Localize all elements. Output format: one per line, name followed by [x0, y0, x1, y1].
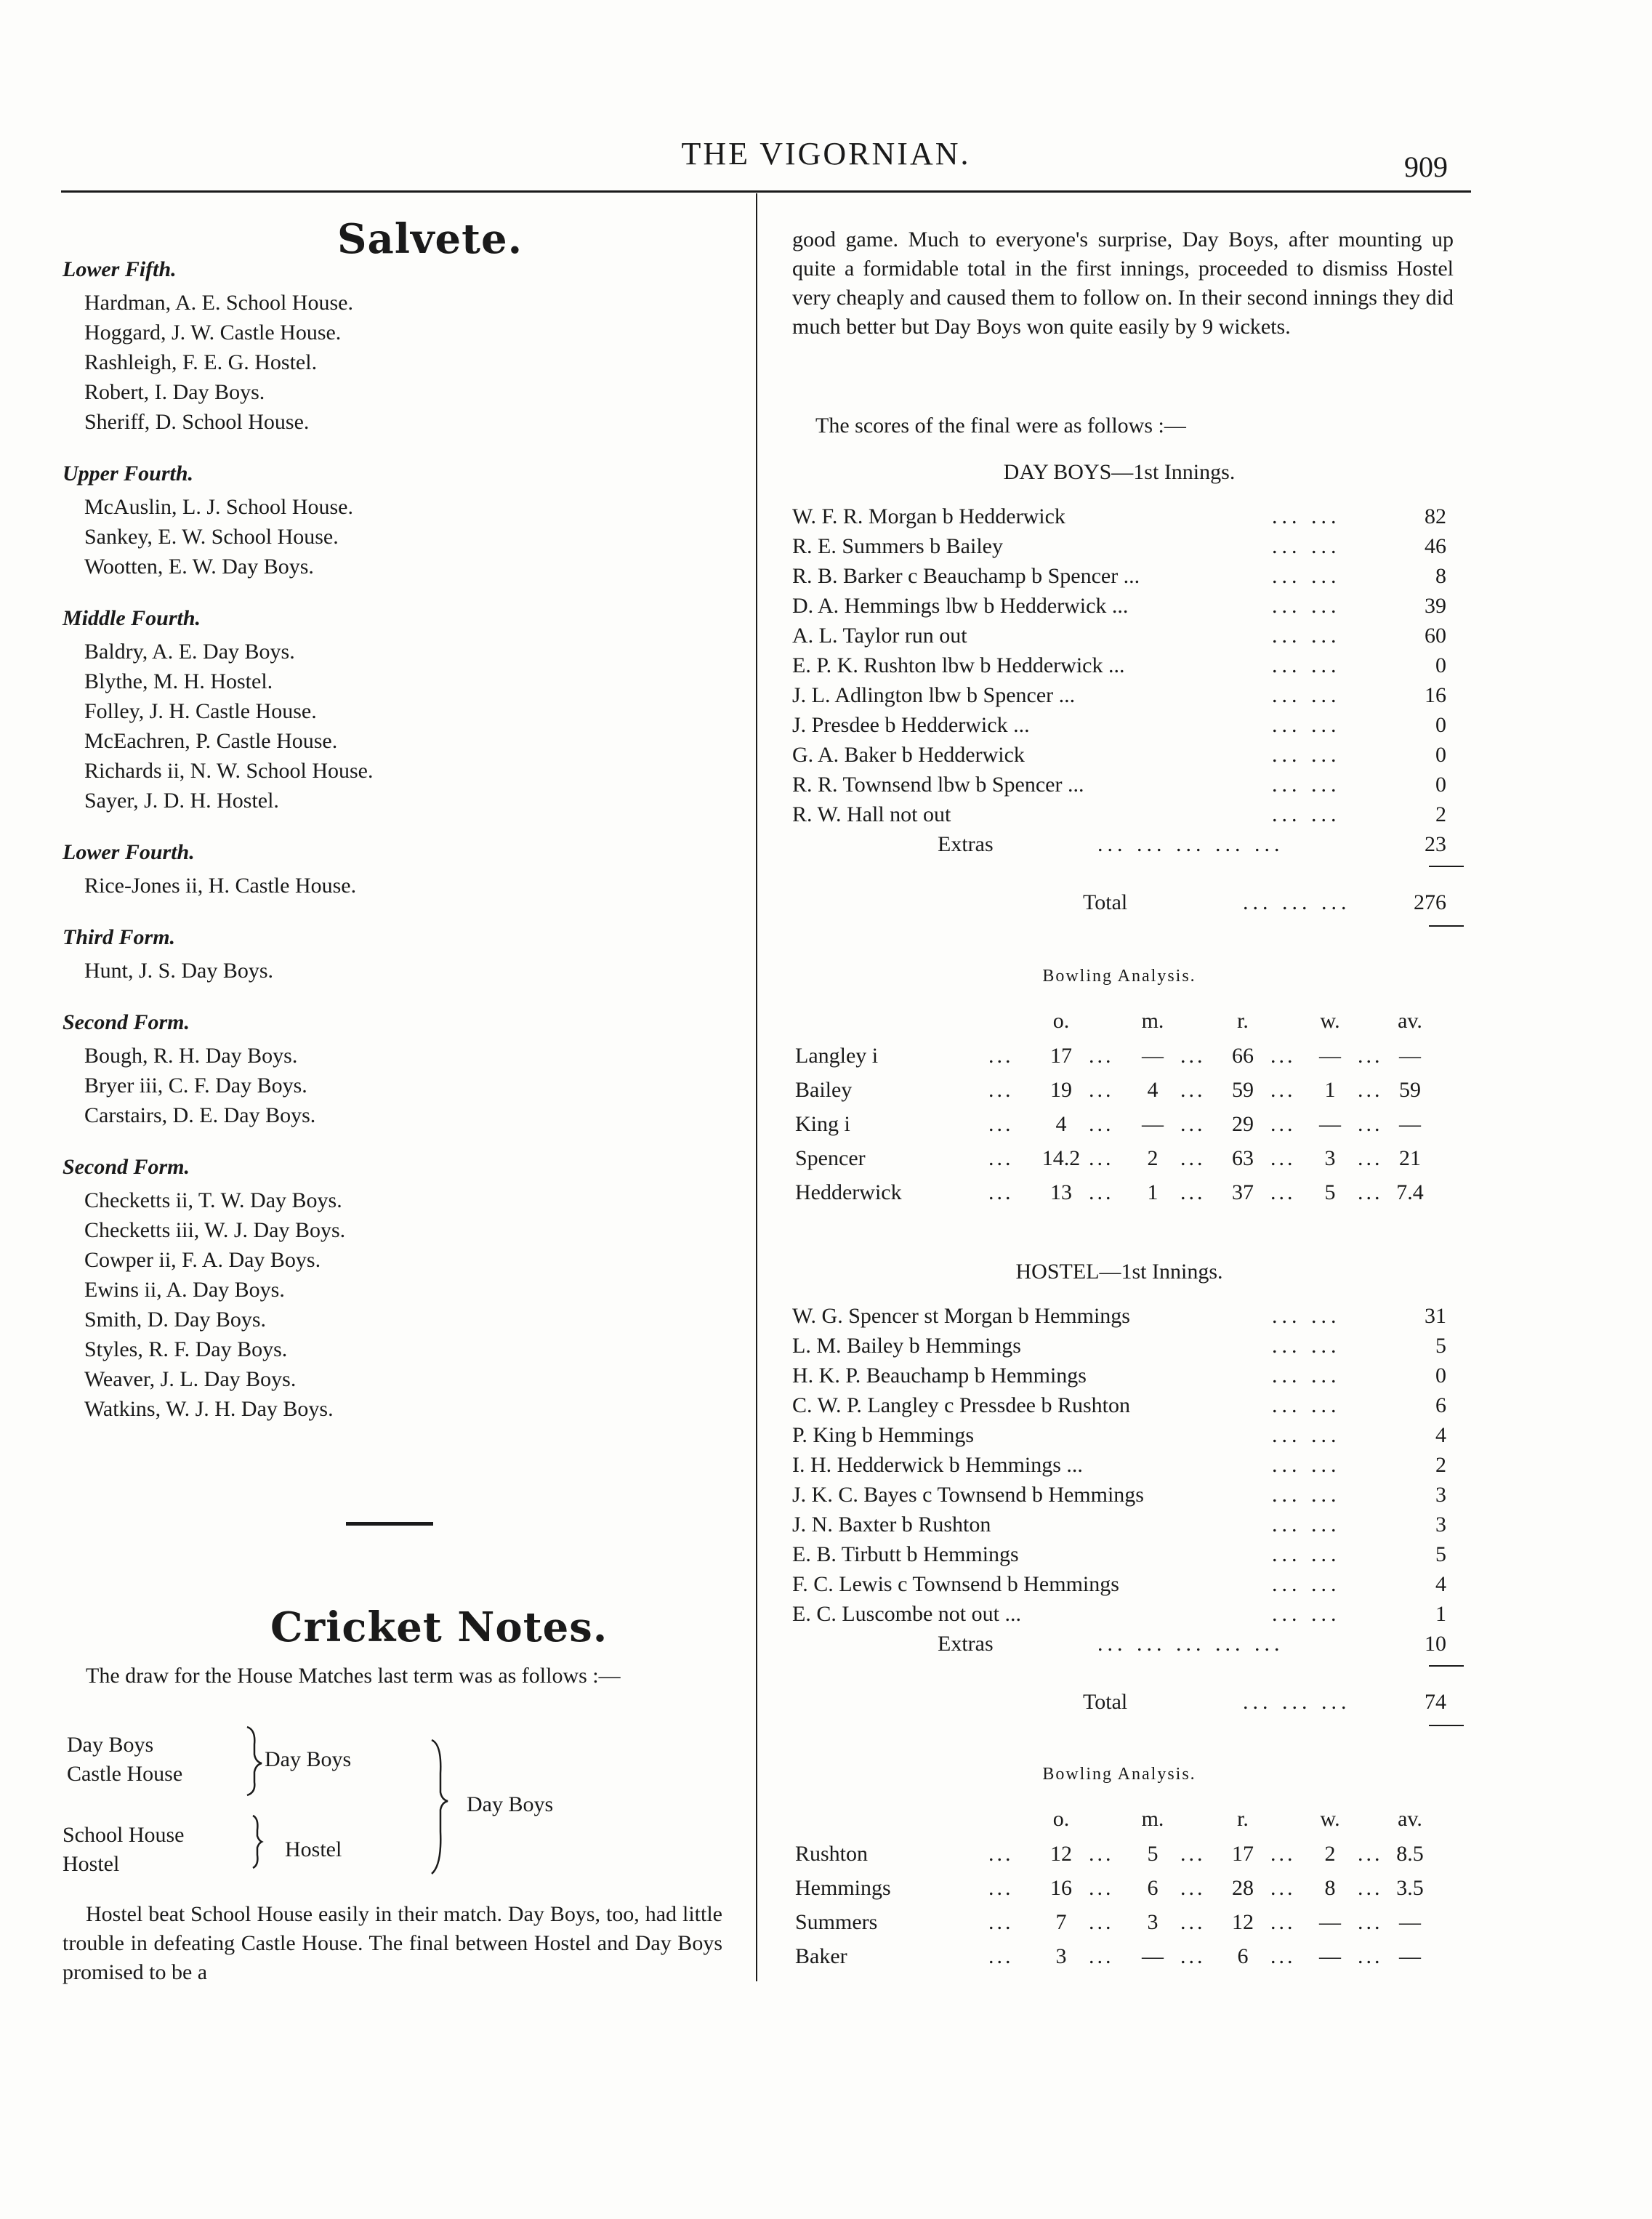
leader-dots: ... ...: [1272, 1304, 1341, 1328]
batting-row: [792, 683, 1446, 712]
leader-dots: ...: [1180, 1146, 1206, 1170]
batsman-name: J. L. Adlington lbw b Spencer ...: [792, 683, 1076, 707]
runs-value: 0: [1435, 743, 1446, 767]
bowling-r-value: 6: [1237, 1944, 1249, 1968]
bowling-m-value: 2: [1147, 1146, 1159, 1170]
batsman-name: R. R. Townsend lbw b Spencer ...: [792, 773, 1084, 797]
pupil-entry: Sayer, J. D. H. Hostel.: [84, 789, 279, 813]
leader-dots: ... ...: [1272, 1364, 1341, 1388]
batsman-name: R. W. Hall not out: [792, 802, 951, 826]
batsman-name: R. B. Barker c Beauchamp b Spencer ...: [792, 564, 1140, 588]
pupil-entry: Hoggard, J. W. Castle House.: [84, 321, 342, 345]
batting-row: [792, 802, 1446, 831]
leader-dots: ...: [1270, 1944, 1296, 1968]
bowling-o-value: 3: [1055, 1944, 1067, 1968]
total-value: 276: [1414, 890, 1446, 914]
batting-row: [792, 1572, 1446, 1601]
bowling-r-value: 12: [1232, 1910, 1254, 1934]
leader-dots: ...: [1358, 1112, 1383, 1136]
pupil-entry: Bryer iii, C. F. Day Boys.: [84, 1074, 307, 1098]
cricket-paragraph-2: good game. Much to everyone's surprise, Day Boys, after mounting up quite a formidable total in the first innings, proceeded to dismiss Hostel very cheaply and caused them to follow on. In their second innings they did much better but Day Boys won quite easily by 9 wickets.: [792, 227, 1454, 339]
leader-dots: ... ...: [1272, 504, 1341, 528]
bowling-r-value: 28: [1232, 1876, 1254, 1900]
batting-row: [792, 624, 1446, 653]
runs-value: 39: [1425, 594, 1446, 618]
batting-row: [792, 1542, 1446, 1571]
runs-value: 2: [1435, 1453, 1446, 1477]
leader-dots: ... ...: [1272, 713, 1341, 737]
bracket-final-winner: Day Boys: [467, 1792, 554, 1816]
pupil-entry: Weaver, J. L. Day Boys.: [84, 1367, 297, 1391]
bowling-column-header: r.: [1237, 1807, 1249, 1831]
leader-dots: ...: [988, 1842, 1014, 1866]
bowler-name: Bailey: [795, 1078, 853, 1102]
page-number: 909: [1404, 150, 1448, 183]
bowler-name: Summers: [795, 1910, 878, 1934]
pupil-entry: Watkins, W. J. H. Day Boys.: [84, 1397, 334, 1421]
pupil-entry: McEachren, P. Castle House.: [84, 729, 338, 753]
leader-dots: ... ...: [1272, 564, 1341, 588]
bowling-column-header: m.: [1141, 1009, 1164, 1033]
batting-row: [792, 653, 1446, 682]
total-rule: [1429, 866, 1464, 867]
bowling-o-value: 12: [1050, 1842, 1072, 1866]
bowling-w-value: 3: [1324, 1146, 1336, 1170]
leader-dots: ... ...: [1272, 802, 1341, 826]
pupil-entry: Rashleigh, F. E. G. Hostel.: [84, 350, 318, 374]
runs-value: 46: [1425, 534, 1446, 558]
leader-dots: ...: [1270, 1078, 1296, 1102]
leader-dots: ...: [1089, 1078, 1114, 1102]
bowling-av-value: —: [1399, 1044, 1421, 1068]
bowler-name: Hemmings: [795, 1876, 891, 1900]
batting-row: [792, 1304, 1446, 1333]
bowling-column-header: av.: [1398, 1009, 1422, 1033]
batting-row: [792, 594, 1446, 623]
leader-dots: ...: [1089, 1044, 1114, 1068]
leader-dots: ...: [1358, 1180, 1383, 1204]
bowling-column-header: av.: [1398, 1807, 1422, 1831]
leader-dots: ...: [1358, 1078, 1383, 1102]
batsman-name: A. L. Taylor run out: [792, 624, 967, 648]
leader-dots: ...: [1089, 1876, 1114, 1900]
bowling-column-header: r.: [1237, 1009, 1249, 1033]
bowling-m-value: 5: [1147, 1842, 1159, 1866]
extras-row: [792, 1632, 1446, 1661]
leader-dots: ... ... ... ... ...: [1097, 1632, 1284, 1656]
runs-value: 4: [1435, 1423, 1446, 1447]
leader-dots: ...: [1270, 1044, 1296, 1068]
cricket-paragraph-1: Hostel beat School House easily in their match. Day Boys, too, had little trouble in defeating Castle House. The final between Hostel and Day Boys promised to be a: [63, 1902, 722, 1984]
total-rule: [1429, 1725, 1464, 1726]
bowling-av-value: 8.5: [1396, 1842, 1424, 1866]
leader-dots: ...: [1180, 1842, 1206, 1866]
form-heading: Lower Fourth.: [63, 840, 195, 864]
runs-value: 0: [1435, 653, 1446, 677]
bowling-av-value: 21: [1399, 1146, 1421, 1170]
leader-dots: ...: [1180, 1910, 1206, 1934]
leader-dots: ...: [988, 1944, 1014, 1968]
batting-row: [792, 1513, 1446, 1542]
bowling-analysis-heading: Bowling Analysis.: [1042, 967, 1196, 986]
runs-value: 3: [1435, 1513, 1446, 1537]
batsman-name: F. C. Lewis c Townsend b Hemmings: [792, 1572, 1119, 1596]
runs-value: 16: [1425, 683, 1446, 707]
batsman-name: J. K. C. Bayes c Townsend b Hemmings: [792, 1483, 1144, 1507]
bowling-av-value: —: [1399, 1944, 1421, 1968]
runs-value: 60: [1425, 624, 1446, 648]
running-header: THE VIGORNIAN.: [681, 136, 971, 172]
form-heading: Upper Fourth.: [63, 462, 194, 486]
leader-dots: ...: [1089, 1112, 1114, 1136]
bowling-w-value: 1: [1324, 1078, 1336, 1102]
pupil-entry: Folley, J. H. Castle House.: [84, 699, 317, 723]
extras-label: Extras: [938, 832, 994, 856]
bowling-o-value: 7: [1055, 1910, 1067, 1934]
bowling-w-value: 8: [1324, 1876, 1336, 1900]
bowling-o-value: 19: [1050, 1078, 1072, 1102]
salvete-title: Salvete.: [337, 215, 523, 263]
runs-value: 5: [1435, 1334, 1446, 1358]
leader-dots: ... ...: [1272, 624, 1341, 648]
runs-value: 0: [1435, 1364, 1446, 1388]
batting-row: [792, 1364, 1446, 1393]
runs-value: 5: [1435, 1542, 1446, 1566]
batsman-name: J. N. Baxter b Rushton: [792, 1513, 991, 1537]
leader-dots: ...: [988, 1180, 1014, 1204]
leader-dots: ...: [1180, 1044, 1206, 1068]
pupil-entry: Cowper ii, F. A. Day Boys.: [84, 1248, 321, 1272]
batting-row: [792, 773, 1446, 802]
bowling-av-value: 7.4: [1396, 1180, 1424, 1204]
bowler-name: King i: [795, 1112, 850, 1136]
pupil-entry: Hardman, A. E. School House.: [84, 291, 353, 315]
batsman-name: H. K. P. Beauchamp b Hemmings: [792, 1364, 1087, 1388]
bracket-team: School House: [63, 1823, 185, 1847]
batting-row: [792, 1483, 1446, 1512]
leader-dots: ...: [1180, 1078, 1206, 1102]
leader-dots: ... ...: [1272, 773, 1341, 797]
batsman-name: G. A. Baker b Hedderwick: [792, 743, 1025, 767]
bracket-braces: [240, 1723, 458, 1890]
bracket-winner: Day Boys: [265, 1747, 352, 1771]
batting-row: [792, 1423, 1446, 1452]
form-heading: Second Form.: [63, 1010, 190, 1034]
leader-dots: ... ...: [1272, 653, 1341, 677]
leader-dots: ...: [1270, 1112, 1296, 1136]
leader-dots: ...: [1358, 1842, 1383, 1866]
bowling-r-value: 29: [1232, 1112, 1254, 1136]
bowling-o-value: 16: [1050, 1876, 1072, 1900]
runs-value: 1: [1435, 1602, 1446, 1626]
bowling-m-value: —: [1142, 1112, 1164, 1136]
leader-dots: ...: [988, 1876, 1014, 1900]
bowling-av-value: 3.5: [1396, 1876, 1424, 1900]
pupil-entry: McAuslin, L. J. School House.: [84, 495, 353, 519]
pupil-entry: Robert, I. Day Boys.: [84, 380, 265, 404]
runs-value: 82: [1425, 504, 1446, 528]
leader-dots: ... ... ...: [1243, 890, 1351, 914]
leader-dots: ...: [1180, 1112, 1206, 1136]
bracket-winner: Hostel: [285, 1837, 342, 1861]
bowler-name: Hedderwick: [795, 1180, 902, 1204]
bowling-m-value: —: [1142, 1044, 1164, 1068]
leader-dots: ... ... ... ... ...: [1097, 832, 1284, 856]
bowler-name: Spencer: [795, 1146, 866, 1170]
section-separator: [346, 1522, 433, 1526]
extras-label: Extras: [938, 1632, 994, 1656]
bowling-av-value: —: [1399, 1112, 1421, 1136]
batting-row: [792, 1393, 1446, 1422]
leader-dots: ... ... ...: [1243, 1690, 1351, 1714]
total-rule: [1429, 925, 1464, 927]
batting-row: [792, 1453, 1446, 1482]
pupil-entry: Smith, D. Day Boys.: [84, 1308, 267, 1332]
scores-intro: The scores of the final were as follows :—: [815, 414, 1186, 438]
batsman-name: J. Presdee b Hedderwick ...: [792, 713, 1030, 737]
leader-dots: ...: [1180, 1944, 1206, 1968]
leader-dots: ... ...: [1272, 683, 1341, 707]
batting-row: [792, 1602, 1446, 1631]
batsman-name: E. C. Luscombe not out ...: [792, 1602, 1021, 1626]
hostel-innings-heading: HOSTEL—1st Innings.: [1015, 1260, 1223, 1284]
batsman-name: L. M. Bailey b Hemmings: [792, 1334, 1021, 1358]
total-row: [792, 1690, 1446, 1719]
bowling-r-value: 63: [1232, 1146, 1254, 1170]
batsman-name: I. H. Hedderwick b Hemmings ...: [792, 1453, 1083, 1477]
bowling-o-value: 17: [1050, 1044, 1072, 1068]
batsman-name: E. P. K. Rushton lbw b Hedderwick ...: [792, 653, 1125, 677]
leader-dots: ...: [1089, 1180, 1114, 1204]
pupil-entry: Carstairs, D. E. Day Boys.: [84, 1103, 316, 1127]
batting-row: [792, 713, 1446, 742]
bowling-w-value: —: [1319, 1944, 1341, 1968]
batsman-name: P. King b Hemmings: [792, 1423, 975, 1447]
leader-dots: ...: [988, 1044, 1014, 1068]
leader-dots: ...: [988, 1078, 1014, 1102]
bowling-o-value: 13: [1050, 1180, 1072, 1204]
leader-dots: ... ...: [1272, 743, 1341, 767]
leader-dots: ... ...: [1272, 1602, 1341, 1626]
pupil-entry: Styles, R. F. Day Boys.: [84, 1337, 288, 1361]
pupil-entry: Bough, R. H. Day Boys.: [84, 1044, 298, 1068]
leader-dots: ... ...: [1272, 1483, 1341, 1507]
bowling-r-value: 66: [1232, 1044, 1254, 1068]
leader-dots: ...: [1270, 1180, 1296, 1204]
extras-value: 23: [1425, 832, 1446, 856]
bowling-w-value: 5: [1324, 1180, 1336, 1204]
batting-row: [792, 743, 1446, 772]
bracket-team: Day Boys: [67, 1733, 154, 1757]
runs-value: 2: [1435, 802, 1446, 826]
batsman-name: R. E. Summers b Bailey: [792, 534, 1003, 558]
leader-dots: ...: [1270, 1146, 1296, 1170]
batting-row: [792, 1334, 1446, 1363]
extras-row: [792, 832, 1446, 861]
header-rule: [61, 190, 1471, 193]
total-label: Total: [1083, 1690, 1128, 1714]
leader-dots: ... ...: [1272, 1393, 1341, 1417]
bowling-o-value: 4: [1055, 1112, 1067, 1136]
leader-dots: ... ...: [1272, 1572, 1341, 1596]
pupil-entry: Sheriff, D. School House.: [84, 410, 310, 434]
pupil-entry: Blythe, M. H. Hostel.: [84, 669, 273, 693]
runs-value: 31: [1425, 1304, 1446, 1328]
bowling-r-value: 17: [1232, 1842, 1254, 1866]
leader-dots: ... ...: [1272, 1334, 1341, 1358]
pupil-entry: Checketts iii, W. J. Day Boys.: [84, 1218, 346, 1242]
form-heading: Lower Fifth.: [63, 257, 177, 281]
total-label: Total: [1083, 890, 1128, 914]
batsman-name: W. F. R. Morgan b Hedderwick: [792, 504, 1065, 528]
bowling-w-value: 2: [1324, 1842, 1336, 1866]
bowling-m-value: —: [1142, 1944, 1164, 1968]
runs-value: 0: [1435, 773, 1446, 797]
day-boys-innings-heading: DAY BOYS—1st Innings.: [1003, 460, 1236, 484]
bowling-w-value: —: [1319, 1910, 1341, 1934]
pupil-entry: Richards ii, N. W. School House.: [84, 759, 374, 783]
leader-dots: ... ...: [1272, 1453, 1341, 1477]
runs-value: 6: [1435, 1393, 1446, 1417]
bowling-av-value: —: [1399, 1910, 1421, 1934]
bowler-name: Langley i: [795, 1044, 879, 1068]
leader-dots: ...: [988, 1146, 1014, 1170]
bowling-column-header: w.: [1320, 1009, 1340, 1033]
leader-dots: ...: [1270, 1876, 1296, 1900]
bowling-av-value: 59: [1399, 1078, 1421, 1102]
bowling-analysis-heading: Bowling Analysis.: [1042, 1765, 1196, 1784]
bowling-o-value: 14.2: [1041, 1146, 1081, 1170]
pupil-entry: Ewins ii, A. Day Boys.: [84, 1278, 285, 1302]
batsman-name: C. W. P. Langley c Pressdee b Rushton: [792, 1393, 1130, 1417]
pupil-entry: Sankey, E. W. School House.: [84, 525, 339, 549]
form-heading: Second Form.: [63, 1155, 190, 1179]
leader-dots: ...: [988, 1112, 1014, 1136]
runs-value: 3: [1435, 1483, 1446, 1507]
leader-dots: ... ...: [1272, 534, 1341, 558]
bowler-name: Baker: [795, 1944, 847, 1968]
bowling-w-value: —: [1319, 1044, 1341, 1068]
bowling-column-header: w.: [1320, 1807, 1340, 1831]
pupil-entry: Wootten, E. W. Day Boys.: [84, 555, 314, 579]
leader-dots: ...: [1089, 1842, 1114, 1866]
runs-value: 4: [1435, 1572, 1446, 1596]
batting-row: [792, 564, 1446, 593]
form-heading: Third Form.: [63, 925, 176, 949]
bowling-r-value: 37: [1232, 1180, 1254, 1204]
leader-dots: ...: [1270, 1842, 1296, 1866]
batting-row: [792, 534, 1446, 563]
bowling-m-value: 1: [1147, 1180, 1159, 1204]
leader-dots: ...: [1089, 1146, 1114, 1170]
bowling-column-header: m.: [1141, 1807, 1164, 1831]
form-heading: Middle Fourth.: [63, 606, 201, 630]
leader-dots: ...: [1270, 1910, 1296, 1934]
bowler-name: Rushton: [795, 1842, 869, 1866]
batsman-name: D. A. Hemmings lbw b Hedderwick ...: [792, 594, 1129, 618]
cricket-intro: The draw for the House Matches last term was as follows :—: [86, 1664, 621, 1688]
leader-dots: ...: [1089, 1944, 1114, 1968]
bracket-team: Hostel: [63, 1852, 120, 1876]
leader-dots: ...: [1358, 1146, 1383, 1170]
bowling-m-value: 4: [1147, 1078, 1159, 1102]
batsman-name: E. B. Tirbutt b Hemmings: [792, 1542, 1019, 1566]
bowling-column-header: o.: [1052, 1807, 1070, 1831]
leader-dots: ...: [1358, 1044, 1383, 1068]
leader-dots: ...: [1358, 1876, 1383, 1900]
leader-dots: ... ...: [1272, 594, 1341, 618]
total-row: [792, 890, 1446, 919]
leader-dots: ... ...: [1272, 1513, 1341, 1537]
pupil-entry: Hunt, J. S. Day Boys.: [84, 959, 274, 983]
runs-value: 8: [1435, 564, 1446, 588]
extras-value: 10: [1425, 1632, 1446, 1656]
bowling-m-value: 3: [1147, 1910, 1159, 1934]
pupil-entry: Rice-Jones ii, H. Castle House.: [84, 874, 357, 898]
pupil-entry: Baldry, A. E. Day Boys.: [84, 640, 295, 664]
leader-dots: ... ...: [1272, 1542, 1341, 1566]
bracket-team: Castle House: [67, 1762, 183, 1786]
batsman-name: W. G. Spencer st Morgan b Hemmings: [792, 1304, 1130, 1328]
batting-row: [792, 504, 1446, 533]
leader-dots: ...: [988, 1910, 1014, 1934]
column-divider: [756, 193, 757, 1981]
leader-dots: ...: [1180, 1876, 1206, 1900]
total-value: 74: [1425, 1690, 1446, 1714]
bowling-m-value: 6: [1147, 1876, 1159, 1900]
cricket-notes-title: Cricket Notes.: [270, 1603, 608, 1651]
leader-dots: ...: [1358, 1910, 1383, 1934]
leader-dots: ...: [1358, 1944, 1383, 1968]
runs-value: 0: [1435, 713, 1446, 737]
bowling-column-header: o.: [1052, 1009, 1070, 1033]
bowling-r-value: 59: [1232, 1078, 1254, 1102]
leader-dots: ...: [1089, 1910, 1114, 1934]
pupil-entry: Checketts ii, T. W. Day Boys.: [84, 1188, 342, 1212]
leader-dots: ...: [1180, 1180, 1206, 1204]
bowling-w-value: —: [1319, 1112, 1341, 1136]
leader-dots: ... ...: [1272, 1423, 1341, 1447]
total-rule: [1429, 1665, 1464, 1667]
